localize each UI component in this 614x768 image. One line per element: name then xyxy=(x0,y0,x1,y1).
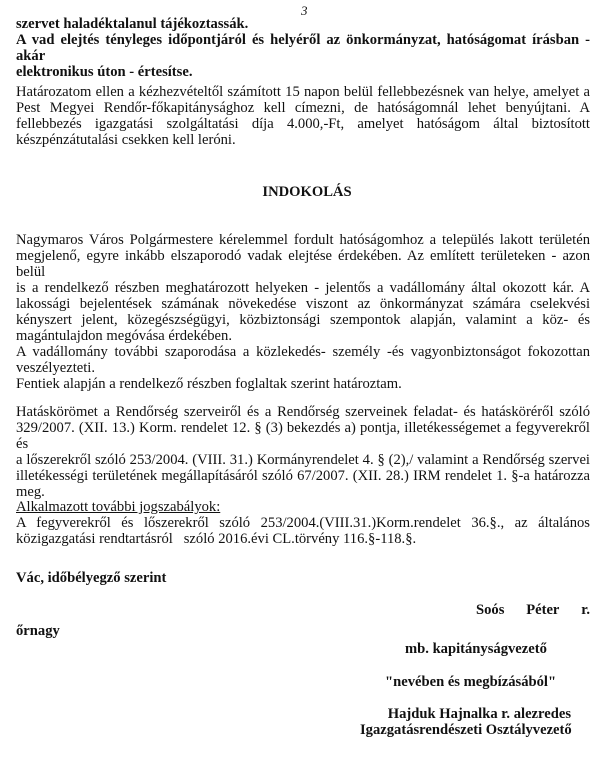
notice-line: elektronikus úton - értesítse. xyxy=(16,64,193,80)
appeal-line: készpénzátutalási csekken kell leróni. xyxy=(16,132,236,148)
intro-block xyxy=(16,16,590,80)
reasoning-paragraph-1 xyxy=(16,232,590,392)
notice-line: A vad elejtés tényleges időpontjáról és helyéről az önkormányzat, hatóságomat írásban - akár xyxy=(16,32,590,64)
reasoning-line: megjelenő, egyre inkább elszaporodó vadak elejtése érdekében. Az említett területeken - azon belül xyxy=(16,248,590,280)
applied-laws xyxy=(16,499,590,547)
appeal-line: Pest Megyei Rendőr-főkapitánysághoz kell címezni, de hatóságomnál lehet benyújtani. A xyxy=(16,100,590,116)
page-number: 3 xyxy=(301,3,308,18)
reasoning-line: A vadállomány további szaporodása a közlekedés- személy -és vagyonbiztonságot fokozottan xyxy=(16,344,590,360)
signature-rank: őrnagy xyxy=(16,623,60,639)
competence-line: meg. xyxy=(16,484,45,500)
signature-title: mb. kapitányságvezető xyxy=(405,641,547,657)
signature-on-behalf: "nevében és megbízásából" xyxy=(385,674,557,690)
appeal-line: fellebbezés igazgatási szolgáltatási díja 4.000,-Ft, amelyet hatóságom által biztosított xyxy=(16,116,590,132)
reasoning-line: magántulajdon megóvása érdekében. xyxy=(16,328,232,344)
reasoning-heading: INDOKOLÁS xyxy=(262,184,352,200)
reasoning-line: lakossági bejelentések számának növekedése viszont az önkormányzat számára cselekvési xyxy=(16,296,590,312)
reasoning-line: is a rendelkező részben meghatározott helyeken - jelentős a vadállomány által okozott kár. A xyxy=(16,280,590,296)
reasoning-line: kényszert jelent, közegészségügyi, közbiztonsági szempontok alapján, valamint a köz- és xyxy=(16,312,590,328)
applied-laws-heading: Alkalmazott további jogszabályok: xyxy=(16,499,221,515)
competence-line: a lőszerekről szóló 253/2004. (VIII. 31.) Kormányrendelet 4. § (2),/ valamint a Rendőrség szervei xyxy=(16,452,590,468)
competence-line: illetékességi területének megállapításáról szóló 67/2007. (XII. 28.) IRM rendelet 1. §-a határozza xyxy=(16,468,590,484)
competence-paragraph xyxy=(16,404,590,500)
applied-laws-line: közigazgatási rendtartásról szóló 2016.évi CL.törvény 116.§-118.§. xyxy=(16,531,417,547)
signer-name: Hajduk Hajnalka r. alezredes xyxy=(387,706,571,722)
competence-line: 329/2007. (XII. 13.) Korm. rendelet 12. § (3) bekezdés a) pontja, illetékességemet a fegyverekről és xyxy=(16,420,590,452)
signature-name-part: Soós xyxy=(476,602,505,618)
reasoning-line: Fentiek alapján a rendelkező részben foglaltak szerint határoztam. xyxy=(16,376,402,392)
intro-line: szervet haladéktalanul tájékoztassák. xyxy=(16,16,249,32)
appeal-line: Határozatom ellen a kézhezvételtől számított 15 napon belül fellebbezésnek van helye, amelyet a xyxy=(16,84,590,100)
signer-title: Igazgatásrendészeti Osztályvezető xyxy=(360,722,572,738)
applied-laws-line: A fegyverekről és lőszerekről szóló 253/2004.(VIII.31.)Korm.rendelet 36.§., az általános xyxy=(16,515,590,531)
competence-line: Hatáskörömet a Rendőrség szerveiről és a Rendőrség szerveinek feladat- és hatásköréről szóló xyxy=(16,404,590,420)
signature-name-part: Péter xyxy=(526,602,560,618)
reasoning-line: veszélyezteti. xyxy=(16,360,96,376)
signature-name-part: r. xyxy=(581,602,590,618)
reasoning-line: Nagymaros Város Polgármestere kérelemmel fordult hatóságomhoz a település lakott területén xyxy=(16,232,590,248)
place-date: Vác, időbélyegző szerint xyxy=(16,570,167,586)
appeal-paragraph xyxy=(16,84,590,148)
signature-name xyxy=(476,602,590,618)
